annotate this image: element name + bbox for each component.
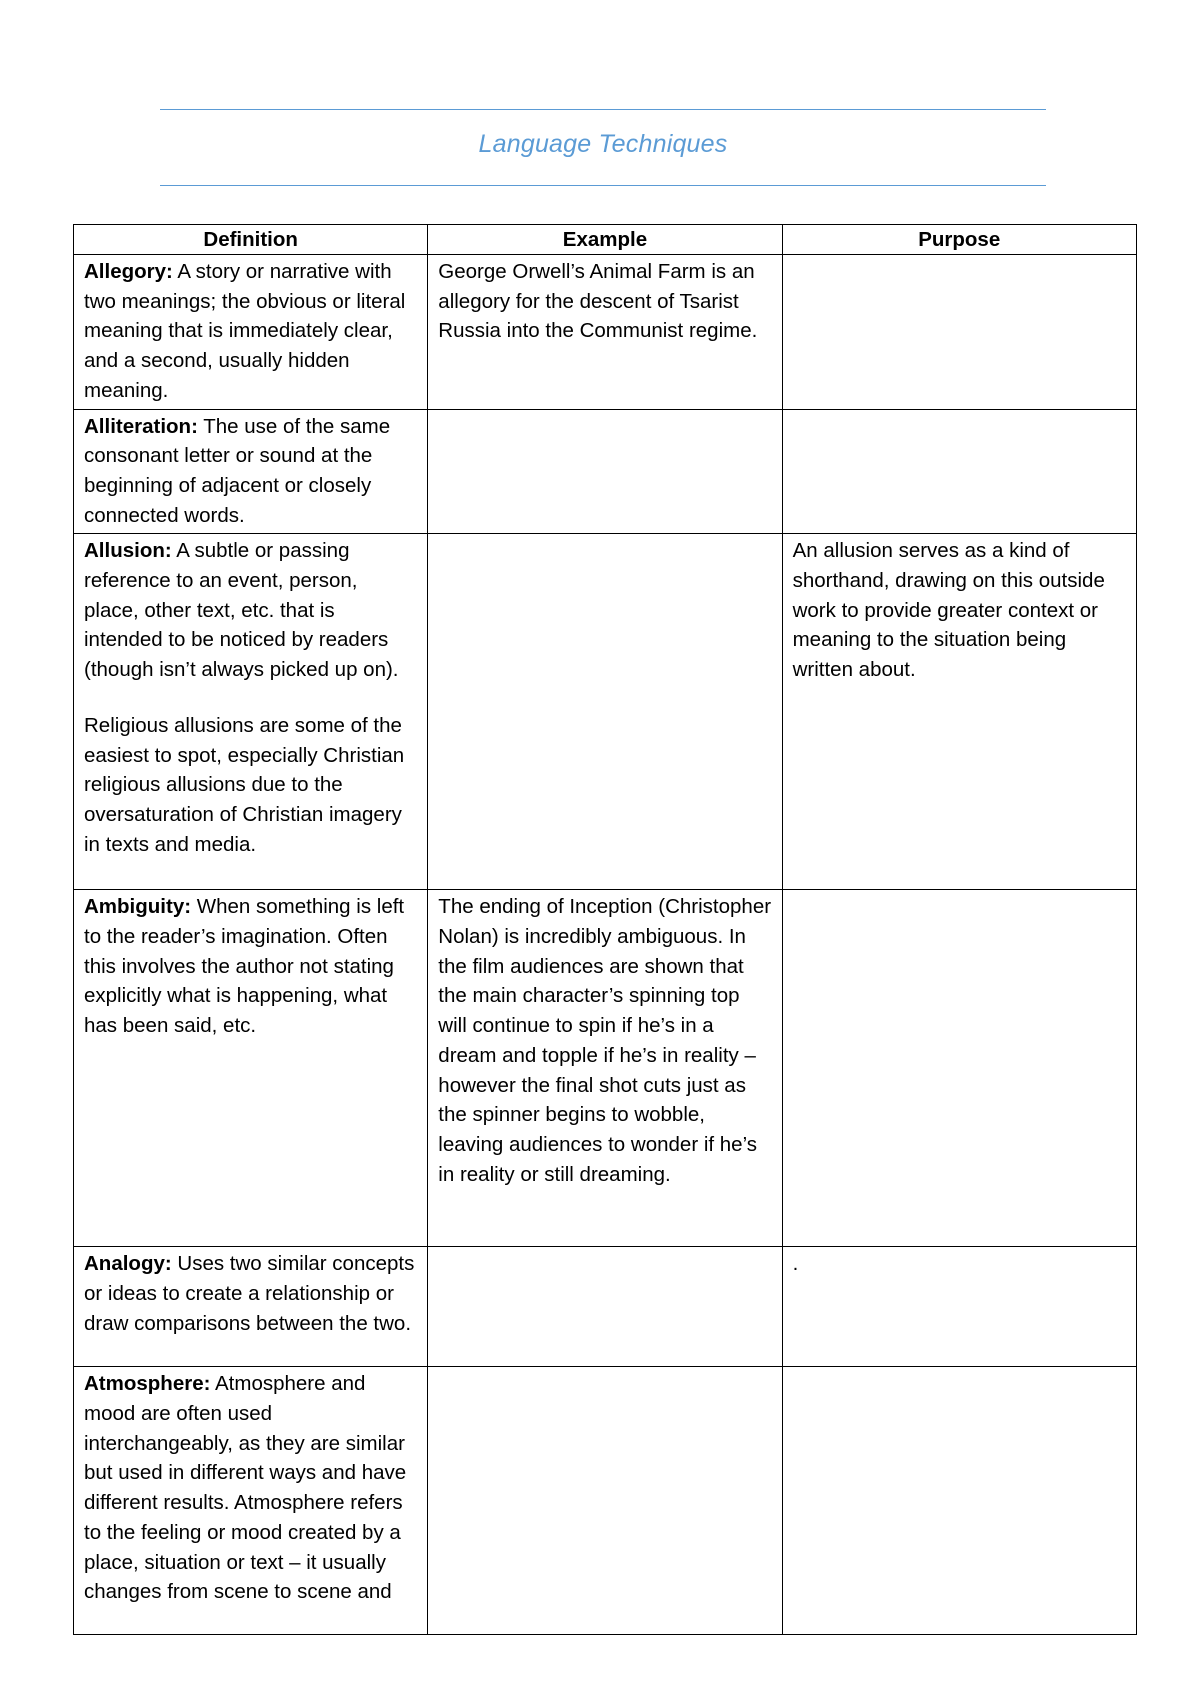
definition-cell <box>74 1247 428 1367</box>
techniques-table <box>73 224 1137 1635</box>
definition-cell <box>74 1367 428 1635</box>
definition-cell <box>74 409 428 534</box>
definition-extra-text: Religious allusions are some of the easiest to spot, especially Christian religious allusions due to the oversaturation of Christian imagery in texts and media. <box>84 713 405 856</box>
technique-term: Allusion: <box>84 539 172 563</box>
definition-cell <box>74 255 428 410</box>
definition-text: A story or narrative with two meanings; the obvious or literal meaning that is immediately clear, and a second, usually hidden meaning. <box>84 260 406 402</box>
technique-term: Analogy: <box>84 1252 172 1276</box>
technique-term: Atmosphere: <box>84 1372 211 1396</box>
example-cell <box>428 534 782 890</box>
technique-term: Alliteration: <box>84 414 198 438</box>
purpose-cell: . <box>782 1247 1136 1367</box>
table-row <box>74 409 1137 534</box>
table-row <box>74 1367 1137 1635</box>
definition-text: Uses two similar concepts or ideas to create a relationship or draw comparisons between the two. <box>84 1252 415 1335</box>
header-example: Example <box>428 225 782 255</box>
purpose-cell <box>782 890 1136 1247</box>
purpose-cell <box>782 255 1136 410</box>
purpose-cell: An allusion serves as a kind of shorthand, drawing on this outside work to provide greater context or meaning to the situation being written about. <box>782 534 1136 890</box>
definition-text: When something is left to the reader’s imagination. Often this involves the author not stating explicitly what is happening, what has been said, etc. <box>84 895 405 1038</box>
header-definition: Definition <box>74 225 428 255</box>
example-cell <box>428 1367 782 1635</box>
title-rule-bottom <box>160 185 1046 186</box>
table-row <box>74 890 1137 1247</box>
technique-term: Ambiguity: <box>84 895 192 919</box>
example-cell <box>428 1247 782 1367</box>
definition-text: A subtle or passing reference to an event, person, place, other text, etc. that is intended to be noticed by readers (though isn’t always picked up on). <box>84 539 399 682</box>
definition-text: Atmosphere and mood are often used interchangeably, as they are similar but used in different ways and have different results. Atmosphere refers to the feeling or mood created by a place, situation or text – it usually changes from scene to scene and <box>84 1372 407 1604</box>
table-header-row <box>74 225 1137 255</box>
document-title: Language Techniques <box>478 130 728 158</box>
purpose-cell <box>782 409 1136 534</box>
title-rule-top <box>160 109 1046 110</box>
technique-term: Allegory: <box>84 260 173 283</box>
example-cell: The ending of Inception (Christopher Nolan) is incredibly ambiguous. In the film audiences are shown that the main character’s spinning top will continue to spin if he’s in a dream and topple if he’s in reality – however the final shot cuts just as the spinner begins to wobble, leaving audiences to wonder if he’s in reality or still dreaming. <box>428 890 782 1247</box>
example-cell: George Orwell’s Animal Farm is an allegory for the descent of Tsarist Russia into the Communist regime. <box>428 255 782 410</box>
purpose-cell <box>782 1367 1136 1635</box>
definition-text: The use of the same consonant letter or sound at the beginning of adjacent or closely connected words. <box>84 414 391 527</box>
table-row <box>74 534 1137 890</box>
table-row <box>74 1247 1137 1367</box>
header-purpose: Purpose <box>782 225 1136 255</box>
example-cell <box>428 409 782 534</box>
definition-cell <box>74 890 428 1247</box>
table-row <box>74 255 1137 410</box>
definition-cell <box>74 534 428 890</box>
